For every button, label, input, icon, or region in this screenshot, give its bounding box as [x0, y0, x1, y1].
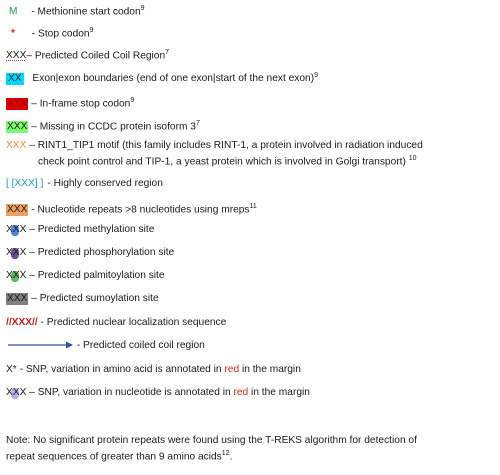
legend-row-methionine: M - Methionine start codon$^9$ [6, 2, 145, 18]
sumoylation-symbol: XXX [7, 293, 28, 304]
exon-boundary-symbol: XX [8, 73, 22, 85]
legend-text-tail: in the margin [239, 364, 301, 375]
legend-row-palmitoylation [6, 269, 165, 282]
legend-row-exon-boundary: XX Exon|exon boundaries (end of one exon|start of the next exon)$^9$ [8, 72, 319, 85]
nls-symbol: //XXX// [6, 317, 38, 328]
legend-row-snp-nucleotide [6, 386, 310, 399]
phosphorylation-symbol: XXX [6, 247, 27, 258]
conserved-symbol: [ [XXX] ] [6, 178, 44, 189]
legend-text: – Predicted Coiled Coil Region [26, 50, 166, 62]
legend-row-rint1-motif: XXX – RINT1_TIP1 motif (this family includes RINT-1, a protein involved in radiation induced check point control and TIP-1, a yeast protein which is involved in Golgi transport) $^{10}$ [6, 140, 423, 168]
legend-row-sumoylation [6, 292, 159, 305]
legend-text: – Predicted methylation site [26, 224, 155, 235]
snp-nucleotide-symbol: XXX [6, 387, 27, 398]
legend-row-nucleotide-repeats: XXX - Nucleotide repeats >8 nucleotides using mreps$^{11}$ [7, 203, 257, 216]
legend-text: Exon|exon boundaries (end of one exon|start of the next exon) [29, 73, 315, 85]
legend-text: - Stop codon [28, 28, 90, 40]
legend-row-coiled-coil-arrow [6, 339, 205, 352]
coiled-coil-symbol: XXX [6, 50, 27, 62]
rint1-motif-symbol: XXX [6, 140, 27, 151]
note-line-1: Note: No significant protein repeats were found using the T-REKS algorithm for detection of [6, 435, 417, 446]
legend-row-snp-amino [6, 363, 301, 376]
missing-isoform-symbol: XXX [7, 121, 28, 133]
legend-text: - Predicted coiled coil region [74, 340, 205, 351]
inframe-stop-symbol: XXX [7, 98, 28, 110]
footnote: Note: No significant protein repeats were found using the T-REKS algorithm for detection of repeat sequences of greater than 9 amino acids$^{12}$. [6, 435, 417, 463]
legend-row-phosphorylation [6, 246, 174, 259]
legend-text: - Highly conserved region [47, 178, 163, 189]
legend-text-tail: in the margin [248, 387, 310, 398]
red-word: red [224, 364, 240, 375]
palmitoylation-symbol: XXX [6, 270, 27, 281]
stop-symbol: * [11, 28, 15, 40]
legend-text: – In-frame stop codon [28, 98, 131, 110]
methylation-symbol: XXX [6, 224, 27, 235]
methionine-symbol: M [9, 6, 18, 18]
legend-row-conserved [6, 177, 163, 190]
legend-row-stop: * - Stop codon$^9$ [6, 24, 93, 40]
snp-amino-symbol: X* [6, 364, 17, 375]
legend-text: – Predicted palmitoylation site [26, 270, 165, 281]
legend-row-coiled-coil: XXX– Predicted Coiled Coil Region$^7$ [6, 49, 170, 62]
legend-text-continued: check point control and TIP-1, a yeast protein which is involved in Golgi transport) [38, 156, 406, 168]
legend-row-inframe-stop: XXX – In-frame stop codon$^9$ [7, 97, 135, 110]
legend-text: - Predicted nuclear localization sequence [37, 317, 227, 328]
legend-text: - SNP, variation in amino acid is annotated in [16, 364, 225, 375]
legend-text: – RINT1_TIP1 motif (this family includes RINT-1, a protein involved in radiation induced [26, 140, 423, 151]
right-arrow-icon [6, 340, 74, 352]
legend-text: - Methionine start codon [28, 6, 141, 18]
legend-text: – SNP, variation in nucleotide is annotated in [26, 387, 234, 398]
legend-text: – Predicted sumoylation site [28, 293, 159, 304]
legend-text: – Predicted phosphorylation site [26, 247, 175, 258]
legend-text: – Missing in CCDC protein isoform 3 [28, 121, 196, 133]
nucleotide-repeats-symbol: XXX [7, 204, 28, 216]
legend-text: - Nucleotide repeats >8 nucleotides using mreps [28, 204, 250, 216]
legend-row-methylation [6, 223, 154, 236]
note-line-2: repeat sequences of greater than 9 amino acids [6, 451, 222, 463]
red-word: red [233, 387, 249, 398]
legend-row-nls [6, 316, 226, 329]
legend-row-missing-isoform: XXX – Missing in CCDC protein isoform $3^7$ [7, 120, 200, 133]
